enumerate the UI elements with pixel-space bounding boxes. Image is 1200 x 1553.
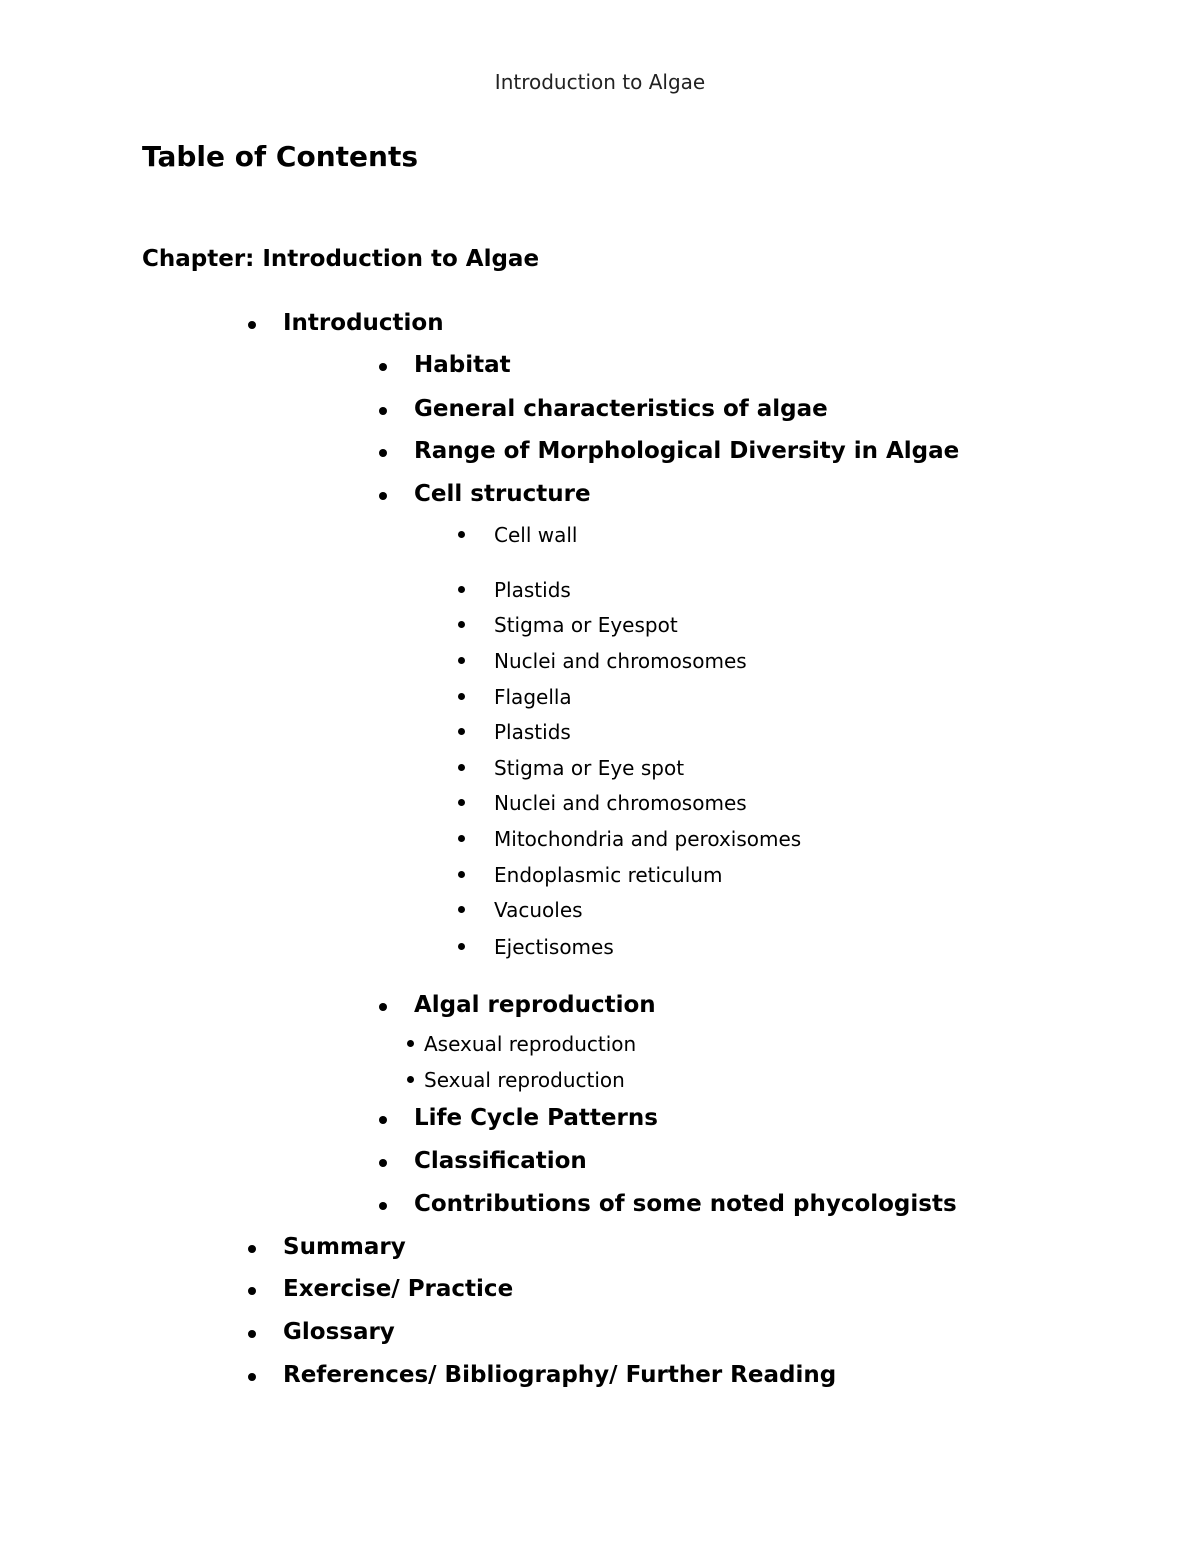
- toc-item-cell-wall: [494, 525, 577, 545]
- toc-item-label: Stigma or Eye spot: [494, 756, 685, 780]
- toc-item-label: Plastids: [494, 578, 571, 602]
- toc-item-classification: [414, 1150, 587, 1173]
- bullet-icon: [458, 693, 465, 700]
- bullet-icon: [458, 621, 465, 628]
- toc-item-label: Ejectisomes: [494, 935, 614, 959]
- toc-item-label: General characteristics of algae: [414, 396, 828, 422]
- toc-title: Table of Contents: [142, 140, 419, 173]
- toc-item-plastids-2: [494, 722, 571, 742]
- toc-item-label: Exercise/ Practice: [283, 1276, 514, 1302]
- bullet-icon: [379, 449, 387, 457]
- toc-item-general-characteristics: [414, 398, 828, 421]
- bullet-icon: [248, 1373, 256, 1381]
- toc-item-summary: [283, 1236, 406, 1259]
- toc-item-label: Cell wall: [494, 523, 578, 547]
- toc-item-label: Vacuoles: [494, 898, 583, 922]
- toc-item-label: Nuclei and chromosomes: [494, 791, 747, 815]
- toc-item-label: Endoplasmic reticulum: [494, 863, 723, 887]
- toc-item-label: Plastids: [494, 720, 571, 744]
- bullet-icon: [458, 871, 465, 878]
- toc-item-introduction: [283, 312, 444, 335]
- toc-item-label: Contributions of some noted phycologists: [414, 1191, 957, 1217]
- bullet-icon: [248, 321, 256, 329]
- toc-item-label: Cell structure: [414, 481, 591, 507]
- toc-item-label: Habitat: [414, 352, 511, 378]
- bullet-icon: [458, 799, 465, 806]
- toc-item-label: Asexual reproduction: [424, 1032, 637, 1056]
- bullet-icon: [379, 1159, 387, 1167]
- toc-item-stigma-eye-spot: [494, 758, 684, 778]
- toc-item-label: Sexual reproduction: [424, 1068, 625, 1092]
- bullet-icon: [458, 835, 465, 842]
- bullet-icon: [407, 1040, 414, 1047]
- toc-item-cell-structure: [414, 483, 591, 506]
- toc-item-label: Classification: [414, 1148, 587, 1174]
- toc-item-label: Introduction: [283, 310, 444, 336]
- bullet-icon: [458, 906, 465, 913]
- bullet-icon: [458, 586, 465, 593]
- toc-item-label: Glossary: [283, 1319, 395, 1345]
- bullet-icon: [458, 657, 465, 664]
- bullet-icon: [379, 1202, 387, 1210]
- toc-item-sexual-reproduction: [424, 1070, 625, 1090]
- bullet-icon: [248, 1330, 256, 1338]
- toc-item-morphological-diversity: [414, 440, 959, 463]
- toc-item-label: Nuclei and chromosomes: [494, 649, 747, 673]
- bullet-icon: [379, 363, 387, 371]
- bullet-icon: [248, 1287, 256, 1295]
- toc-item-references: [283, 1364, 836, 1387]
- toc-item-ejectisomes: [494, 937, 614, 957]
- toc-item-stigma-eyespot: [494, 615, 678, 635]
- bullet-icon: [458, 943, 465, 950]
- bullet-icon: [379, 407, 387, 415]
- bullet-icon: [458, 764, 465, 771]
- toc-item-asexual-reproduction: [424, 1034, 636, 1054]
- toc-item-endoplasmic-reticulum: [494, 865, 722, 885]
- toc-item-habitat: [414, 354, 511, 377]
- toc-item-label: Life Cycle Patterns: [414, 1105, 658, 1131]
- toc-item-label: References/ Bibliography/ Further Reading: [283, 1362, 837, 1388]
- toc-item-life-cycle-patterns: [414, 1107, 658, 1130]
- toc-item-label: Summary: [283, 1234, 406, 1260]
- bullet-icon: [458, 531, 465, 538]
- bullet-icon: [407, 1076, 414, 1083]
- toc-item-label: Algal reproduction: [414, 992, 656, 1018]
- toc-item-mitochondria-peroxisomes: [494, 829, 801, 849]
- bullet-icon: [248, 1245, 256, 1253]
- bullet-icon: [379, 1003, 387, 1011]
- page-header: Introduction to Algae: [494, 70, 706, 94]
- chapter-heading: Chapter: Introduction to Algae: [142, 246, 540, 272]
- toc-item-label: Range of Morphological Diversity in Algae: [414, 438, 960, 464]
- toc-item-vacuoles: [494, 900, 583, 920]
- toc-item-nuclei-chromosomes: [494, 651, 747, 671]
- bullet-icon: [379, 1116, 387, 1124]
- toc-item-label: Stigma or Eyespot: [494, 613, 678, 637]
- toc-item-exercise-practice: [283, 1278, 513, 1301]
- toc-item-glossary: [283, 1321, 395, 1344]
- toc-item-algal-reproduction: [414, 994, 656, 1017]
- toc-item-label: Flagella: [494, 685, 572, 709]
- bullet-icon: [379, 492, 387, 500]
- toc-item-plastids: [494, 580, 571, 600]
- bullet-icon: [458, 728, 465, 735]
- toc-item-nuclei-chromosomes-2: [494, 793, 747, 813]
- toc-item-flagella: [494, 687, 572, 707]
- toc-item-phycologists: [414, 1193, 957, 1216]
- toc-item-label: Mitochondria and peroxisomes: [494, 827, 802, 851]
